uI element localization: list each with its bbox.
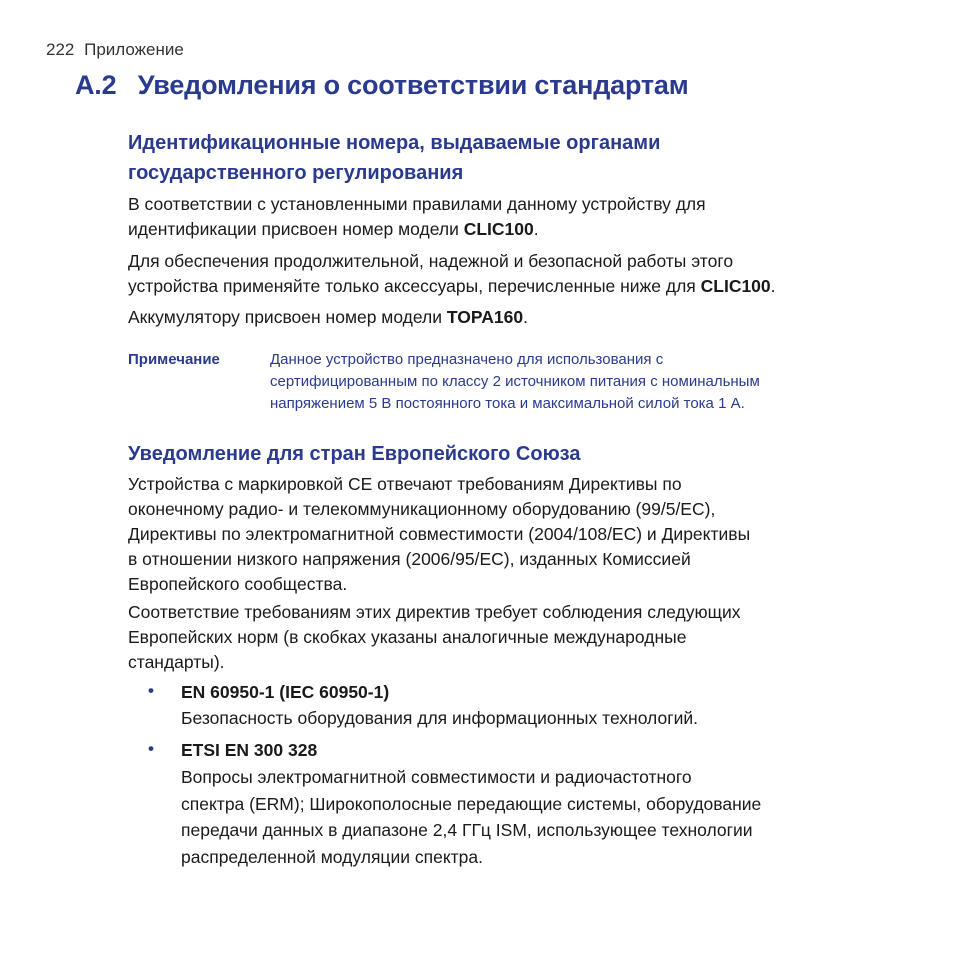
paragraph-model-id [128,192,706,242]
text-line: Для обеспечения продолжительной, надежной и безопасной работы этого [128,251,734,271]
bullet-icon: • [148,681,154,700]
running-head [46,40,184,60]
model-number: CLIC100 [463,219,534,239]
text-line: Вопросы электромагнитной совместимости и радиочастотного [181,767,692,787]
standard-description [181,764,761,871]
text-line: Европейского сообщества. [128,574,348,594]
page-number: 222 [46,40,75,59]
text-line: В соответствии с установленными правилами данному устройству для [128,194,706,214]
note-line: Данное устройство предназначено для использования с [270,351,664,368]
subsection-title-line: Идентификационные номера, выдаваемые органами [128,132,661,154]
note-line: напряжением 5 В постоянного тока и максимальной силой тока 1 А. [270,395,745,412]
subsection-title-line: государственного регулирования [128,162,464,184]
standard-title: ETSI EN 300 328 [181,740,318,760]
paragraph-battery [128,305,528,330]
paragraph-ce-directives [128,472,750,597]
text-fragment: устройства применяйте только аксессуары, перечисленные ниже для [128,276,701,296]
text-line [128,305,528,330]
text-fragment: . [523,307,528,327]
battery-model-number: TOPA160 [446,307,524,327]
text-line: распределенной модуляции спектра. [181,847,484,868]
text-line: Устройства с маркировкой CE отвечают требованиям Директивы по [128,474,682,494]
text-fragment: . [533,219,539,239]
subsection-title-ids [128,128,660,188]
paragraph-eu-norms [128,600,741,675]
note-label: Примечание [128,351,220,368]
text-line: спектра (ERM); Широкополосные передающие системы, оборудование [181,793,762,814]
text-line: Безопасность оборудования для информационных технологий. [181,708,698,728]
bullet-icon: • [148,739,154,758]
standard-title: EN 60950-1 (IEC 60950-1) [181,682,390,702]
standard-description [181,705,698,732]
model-number: CLIC100 [700,276,771,296]
section-number: A.2 [75,70,117,100]
text-line: Директивы по электромагнитной совместимости (2004/108/EC) и Директивы [128,524,751,544]
page-title [75,70,689,101]
text-line: Соответствие требованиям этих директив требует соблюдения следующих [128,602,741,622]
paragraph-accessories [128,249,776,299]
text-line: стандарты). [128,652,225,672]
section-title: Уведомления о соответствии стандартам [137,70,689,100]
text-line: в отношении низкого напряжения (2006/95/EC), изданных Комиссией [128,549,691,569]
text-line: передачи данных в диапазоне 2,4 ГГц ISM, использующее технологии [181,820,753,841]
note-text [270,349,760,415]
text-line [128,274,776,299]
text-fragment: . [770,276,776,296]
text-line [128,217,706,242]
running-head-section: Приложение [84,40,184,59]
subsection-title-eu: Уведомление для стран Европейского Союза [128,443,581,465]
text-line: оконечному радио- и телекоммуникационному оборудованию (99/5/EC), [128,499,716,519]
text-fragment: идентификации присвоен номер модели [128,219,464,239]
text-line: Европейских норм (в скобках указаны аналогичные международные [128,627,687,647]
text-fragment: Аккумулятору присвоен номер модели [128,307,447,327]
note-line: сертифицированным по классу 2 источником питания с номинальным [270,373,760,390]
